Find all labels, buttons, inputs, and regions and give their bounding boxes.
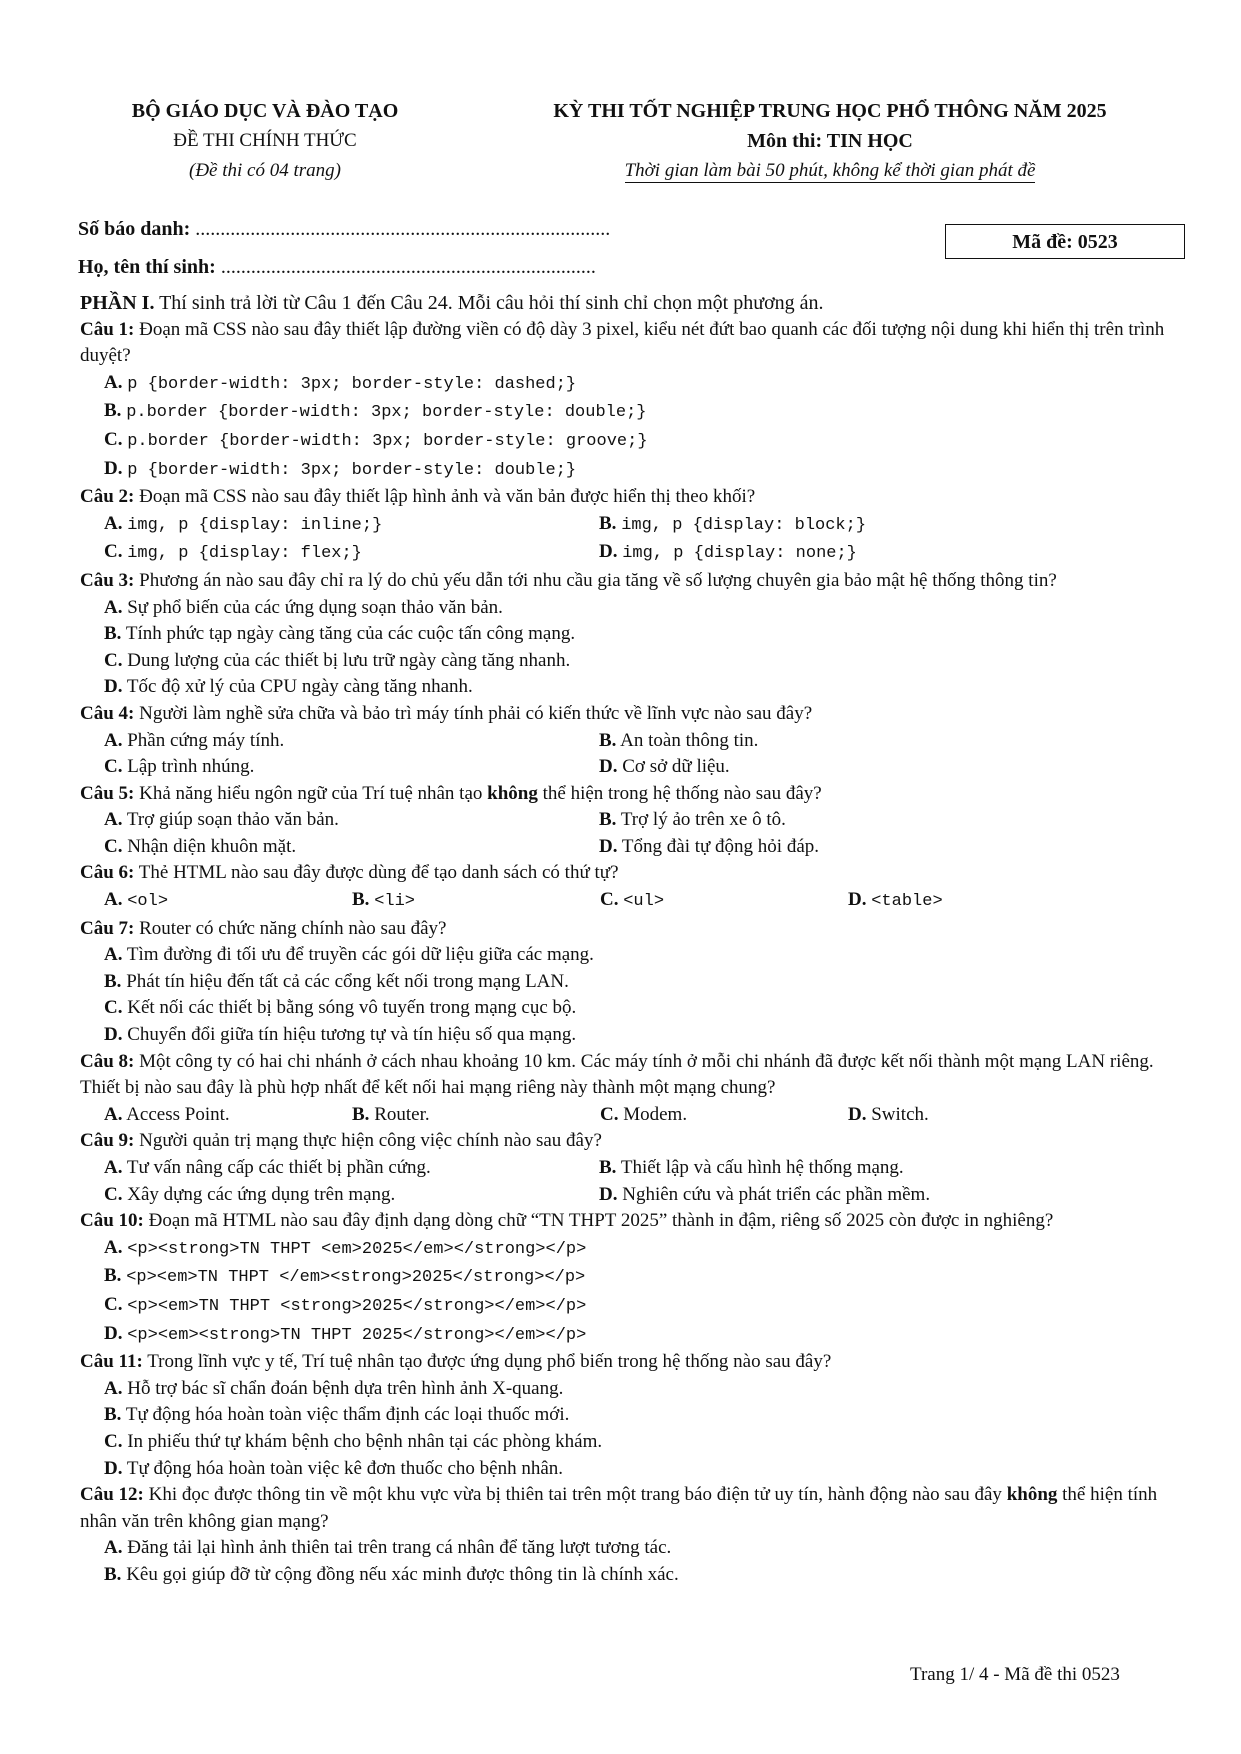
question-emphasis: không <box>487 782 538 804</box>
question-3 <box>80 568 1180 701</box>
question-text <box>80 1482 1180 1535</box>
question-label: Câu 3: <box>80 569 135 591</box>
option-row <box>80 754 1180 781</box>
option-text: p.border {border-width: 3px; border-style: double;} <box>126 403 647 423</box>
option-label: A. <box>104 1157 123 1178</box>
candidate-number-dots: ................................................................................... <box>195 218 611 240</box>
question-body: Đoạn mã CSS nào sau đây thiết lập hình ảnh và văn bản được hiển thị theo khối? <box>134 486 756 508</box>
option-text: img, p {display: inline;} <box>127 515 383 535</box>
question-body: Phương án nào sau đây chỉ ra lý do chủ yếu dẫn tới nhu cầu gia tăng về số lượng chuyên gia bảo mật hệ thống thông tin? <box>134 569 1057 591</box>
option-label: A. <box>104 944 123 966</box>
option-text: <p><em>TN THPT <strong>2025</strong></em></p> <box>127 1296 587 1316</box>
option-text: Dung lượng của các thiết bị lưu trữ ngày càng tăng nhanh. <box>127 649 571 671</box>
question-label: Câu 8: <box>80 1050 135 1072</box>
question-body: Khả năng hiểu ngôn ngữ của Trí tuệ nhân tạo <box>134 782 488 804</box>
question-label: Câu 11: <box>80 1351 143 1373</box>
question-emphasis: không <box>1006 1484 1058 1506</box>
option-label: D. <box>104 676 123 698</box>
option-label: C. <box>104 1430 123 1452</box>
option-a <box>80 1376 1180 1403</box>
question-text <box>80 916 1180 943</box>
option-label: D. <box>599 835 618 857</box>
option-label: A. <box>104 596 123 618</box>
option-d <box>599 1182 930 1209</box>
option-label: B. <box>599 1157 617 1178</box>
option-label: B. <box>352 1103 370 1125</box>
option-text: Switch. <box>871 1103 929 1125</box>
option-row <box>80 511 1180 540</box>
option-row <box>80 807 1180 834</box>
option-label: D. <box>599 541 618 563</box>
option-c <box>104 539 599 568</box>
option-b <box>80 1263 1180 1292</box>
option-a <box>80 370 1180 399</box>
question-text <box>80 1349 1180 1376</box>
option-label: B. <box>104 970 122 992</box>
option-row <box>80 1102 1180 1129</box>
option-text: <ol> <box>127 892 169 912</box>
question-8 <box>80 1049 1180 1129</box>
option-label: B. <box>599 809 617 831</box>
time-note <box>505 156 1155 186</box>
question-label: Câu 10: <box>80 1210 144 1232</box>
option-c <box>80 427 1180 456</box>
option-text: p {border-width: 3px; border-style: double;} <box>127 460 577 480</box>
question-body: Thẻ HTML nào sau đây được dùng để tạo danh sách có thứ tự? <box>134 862 619 884</box>
subject: Môn thi: TIN HỌC <box>747 130 913 152</box>
option-b <box>599 511 866 540</box>
option-text: Access Point. <box>126 1103 230 1125</box>
option-row <box>80 1155 1180 1182</box>
option-label: D. <box>599 756 618 778</box>
option-text: <p><em><strong>TN THPT 2025</strong></em></p> <box>127 1325 587 1345</box>
option-text: Thiết lập và cấu hình hệ thống mạng. <box>620 1157 904 1178</box>
header-right <box>505 96 1155 186</box>
option-c <box>80 1292 1180 1321</box>
option-text: img, p {display: flex;} <box>127 544 362 564</box>
option-text: Tính phức tạp ngày càng tăng của các cuộc tấn công mạng. <box>125 623 576 645</box>
question-body: Người quản trị mạng thực hiện công việc chính nào sau đây? <box>134 1130 602 1152</box>
question-4 <box>80 701 1180 781</box>
question-text <box>80 701 1180 728</box>
option-text: Trợ giúp soạn thảo văn bản. <box>126 809 339 831</box>
option-b <box>80 1402 1180 1429</box>
option-a <box>80 1535 1180 1562</box>
option-text: Modem. <box>623 1103 688 1125</box>
option-a <box>80 942 1180 969</box>
question-10 <box>80 1208 1180 1349</box>
option-text: Kêu gọi giúp đỡ từ cộng đồng nếu xác minh được thông tin là chính xác. <box>126 1563 679 1585</box>
candidate-name-label: Họ, tên thí sinh: <box>78 256 216 278</box>
option-b <box>80 398 1180 427</box>
option-a <box>80 1235 1180 1264</box>
option-b <box>599 807 786 834</box>
ministry-name: BỘ GIÁO DỤC VÀ ĐÀO TẠO <box>131 100 399 122</box>
option-d <box>848 1102 929 1129</box>
option-text: In phiếu thứ tự khám bệnh cho bệnh nhân tại các phòng khám. <box>127 1430 603 1452</box>
option-label: C. <box>104 541 123 563</box>
question-text <box>80 484 1180 511</box>
question-6 <box>80 860 1180 915</box>
question-body: Đoạn mã CSS nào sau đây thiết lập đường viền có độ dày 3 pixel, kiểu nét đứt bao quanh các đối tượng nội dung khi hiển thị trên trình duyệt? <box>80 318 1165 367</box>
option-label: A. <box>104 1103 123 1125</box>
option-text: Lập trình nhúng. <box>127 756 255 778</box>
option-text: Chuyển đổi giữa tín hiệu tương tự và tín hiệu số qua mạng. <box>127 1024 577 1046</box>
option-d <box>80 1456 1180 1483</box>
option-text: Nghiên cứu và phát triển các phần mềm. <box>622 1183 931 1205</box>
option-text: <p><strong>TN THPT <em>2025</em></strong></p> <box>127 1239 587 1259</box>
option-text: Tự động hóa hoàn toàn việc kê đơn thuốc cho bệnh nhân. <box>126 1457 564 1479</box>
option-a <box>104 1155 599 1182</box>
option-row <box>80 887 1180 916</box>
option-d <box>599 754 730 781</box>
option-c <box>80 648 1180 675</box>
option-label: C. <box>104 835 123 857</box>
option-label: C. <box>600 1103 619 1125</box>
option-label: A. <box>104 889 123 911</box>
question-body: Người làm nghề sửa chữa và bảo trì máy tính phải có kiến thức về lĩnh vực nào sau đây? <box>134 702 813 724</box>
part-text: Thí sinh trả lời từ Câu 1 đến Câu 24. Mỗi câu hỏi thí sinh chỉ chọn một phương án. <box>154 292 824 314</box>
option-text: <table> <box>871 892 943 912</box>
option-c <box>104 1182 599 1209</box>
option-a <box>104 728 599 755</box>
option-label: D. <box>104 1024 123 1046</box>
question-label: Câu 5: <box>80 782 135 804</box>
option-label: B. <box>599 512 617 534</box>
question-7 <box>80 916 1180 1049</box>
option-label: C. <box>104 1293 123 1315</box>
time-note-text: Thời gian làm bài 50 phút, không kể thời gian phát đề <box>624 160 1036 181</box>
option-c <box>80 1429 1180 1456</box>
option-text: img, p {display: none;} <box>622 544 857 564</box>
question-text <box>80 1049 1180 1102</box>
option-label: A. <box>104 1236 123 1258</box>
option-text: An toàn thông tin. <box>620 729 759 751</box>
question-body-end: thể hiện tính nhân văn trên không gian mạng? <box>80 1484 1158 1532</box>
option-row <box>80 539 1180 568</box>
part-label: PHẦN I. <box>80 292 155 314</box>
option-text: Xây dựng các ứng dụng trên mạng. <box>127 1183 396 1205</box>
option-d <box>599 834 819 861</box>
option-b <box>80 969 1180 996</box>
option-text: p.border {border-width: 3px; border-style: groove;} <box>127 431 648 451</box>
option-label: B. <box>104 400 122 422</box>
question-label: Câu 9: <box>80 1130 135 1152</box>
option-text: Trợ lý ảo trên xe ô tô. <box>620 809 786 831</box>
option-b <box>352 887 600 916</box>
option-text: Hỗ trợ bác sĩ chẩn đoán bệnh dựa trên hình ảnh X-quang. <box>127 1377 564 1399</box>
option-text: <p><em>TN THPT </em><strong>2025</strong></p> <box>126 1268 586 1288</box>
candidate-name-line <box>78 256 596 279</box>
option-label: D. <box>104 457 123 479</box>
option-text: Tốc độ xử lý của CPU ngày càng tăng nhanh. <box>126 676 473 698</box>
option-label: D. <box>104 1457 123 1479</box>
header-left <box>80 96 450 186</box>
option-c <box>600 887 848 916</box>
option-c <box>104 754 599 781</box>
option-label: D. <box>599 1183 618 1205</box>
question-text <box>80 860 1180 887</box>
option-c <box>600 1102 848 1129</box>
option-text: Sự phổ biến của các ứng dụng soạn thảo văn bản. <box>127 596 503 618</box>
option-label: C. <box>104 428 123 450</box>
option-label: D. <box>104 1322 123 1344</box>
option-a <box>104 887 352 916</box>
option-label: A. <box>104 1537 123 1559</box>
option-label: A. <box>104 512 123 534</box>
option-b <box>80 621 1180 648</box>
question-text <box>80 317 1180 370</box>
question-label: Câu 2: <box>80 486 135 508</box>
option-text: Router. <box>374 1103 430 1125</box>
option-label: B. <box>104 1563 122 1585</box>
question-text <box>80 1128 1180 1155</box>
option-row <box>80 834 1180 861</box>
option-c <box>104 834 599 861</box>
option-text: Tư vấn nâng cấp các thiết bị phần cứng. <box>126 1157 431 1178</box>
question-label: Câu 7: <box>80 917 135 939</box>
option-text: Nhận diện khuôn mặt. <box>127 835 297 857</box>
option-label: C. <box>104 756 123 778</box>
candidate-number-line <box>78 218 610 241</box>
candidate-name-dots: ........................................................................... <box>220 256 596 278</box>
option-a <box>80 595 1180 622</box>
page-footer: Trang 1/ 4 - Mã đề thi 0523 <box>910 1664 1120 1685</box>
option-text: Kết nối các thiết bị bằng sóng vô tuyến trong mạng cục bộ. <box>127 997 577 1019</box>
option-text: Phát tín hiệu đến tất cả các cổng kết nối trong mạng LAN. <box>126 970 569 992</box>
option-label: A. <box>104 1377 123 1399</box>
option-label: B. <box>599 729 617 751</box>
question-body: Trong lĩnh vực y tế, Trí tuệ nhân tạo được ứng dụng phổ biến trong hệ thống nào sau đây? <box>142 1351 832 1373</box>
option-d <box>80 1321 1180 1350</box>
exam-content <box>80 290 1180 1589</box>
option-label: B. <box>104 623 122 645</box>
option-label: B. <box>104 1404 122 1426</box>
option-text: <li> <box>374 892 415 912</box>
option-b <box>352 1102 600 1129</box>
option-text: p {border-width: 3px; border-style: dashed;} <box>127 374 577 394</box>
official-label: ĐỀ THI CHÍNH THỨC <box>173 130 357 151</box>
question-label: Câu 1: <box>80 318 135 340</box>
option-label: A. <box>104 729 123 751</box>
exam-title: KỲ THI TỐT NGHIỆP TRUNG HỌC PHỔ THÔNG NĂM 2025 <box>553 100 1107 122</box>
option-d <box>599 539 857 568</box>
option-text: Tìm đường đi tối ưu để truyền các gói dữ liệu giữa các mạng. <box>126 944 594 966</box>
option-a <box>104 511 599 540</box>
option-a <box>104 807 599 834</box>
question-body: Khi đọc được thông tin về một khu vực vừa bị thiên tai trên một trang báo điện tử uy tín, hành động nào sau đây <box>143 1484 1007 1506</box>
option-d <box>848 887 943 916</box>
option-label: C. <box>600 889 619 911</box>
question-text <box>80 568 1180 595</box>
option-b <box>599 728 758 755</box>
question-body: Router có chức năng chính nào sau đây? <box>134 917 447 939</box>
option-label: A. <box>104 371 123 393</box>
option-b <box>599 1155 904 1182</box>
question-body-end: thể hiện trong hệ thống nào sau đây? <box>537 782 822 804</box>
option-label: C. <box>104 1183 123 1205</box>
question-label: Câu 12: <box>80 1484 144 1506</box>
option-label: C. <box>104 649 123 671</box>
candidate-number-label: Số báo danh: <box>78 218 191 240</box>
question-body: Một công ty có hai chi nhánh ở cách nhau khoảng 10 km. Các máy tính ở mỗi chi nhánh đã được kết nối thành một mạng LAN riêng. Thiết bị nào sau đây là phù hợp nhất để kết nối hai mạng riêng này thành một mạng chung? <box>80 1050 1154 1099</box>
option-text: Tổng đài tự động hỏi đáp. <box>621 835 820 857</box>
question-text <box>80 781 1180 808</box>
option-row <box>80 728 1180 755</box>
question-label: Câu 4: <box>80 702 135 724</box>
option-label: B. <box>352 889 370 911</box>
option-row <box>80 1182 1180 1209</box>
question-label: Câu 6: <box>80 862 135 884</box>
option-label: C. <box>104 997 123 1019</box>
option-text: <ul> <box>623 892 665 912</box>
exam-code-box: Mã đề: 0523 <box>945 224 1185 259</box>
option-label: D. <box>848 1103 867 1125</box>
option-label: B. <box>104 1265 122 1287</box>
option-label: D. <box>848 889 867 911</box>
question-body: Đoạn mã HTML nào sau đây định dạng dòng chữ “TN THPT 2025” thành in đậm, riêng số 2025 còn được in nghiêng? <box>143 1210 1054 1232</box>
pages-note: (Đề thi có 04 trang) <box>189 160 341 181</box>
question-text <box>80 1208 1180 1235</box>
option-text: img, p {display: block;} <box>621 515 867 535</box>
option-text: Cơ sở dữ liệu. <box>622 756 730 778</box>
question-1 <box>80 317 1180 485</box>
question-9 <box>80 1128 1180 1208</box>
option-text: Phần cứng máy tính. <box>127 729 285 751</box>
option-d <box>80 456 1180 485</box>
option-c <box>80 995 1180 1022</box>
question-11 <box>80 1349 1180 1482</box>
question-12 <box>80 1482 1180 1588</box>
option-d <box>80 674 1180 701</box>
question-5 <box>80 781 1180 861</box>
question-2 <box>80 484 1180 568</box>
option-text: Tự động hóa hoàn toàn việc thẩm định các loại thuốc mới. <box>125 1404 570 1426</box>
option-text: Đăng tải lại hình ảnh thiên tai trên trang cá nhân để tăng lượt tương tác. <box>127 1537 672 1559</box>
option-a <box>104 1102 352 1129</box>
option-b <box>80 1562 1180 1589</box>
option-d <box>80 1022 1180 1049</box>
part-heading <box>80 290 1180 317</box>
option-label: A. <box>104 809 123 831</box>
